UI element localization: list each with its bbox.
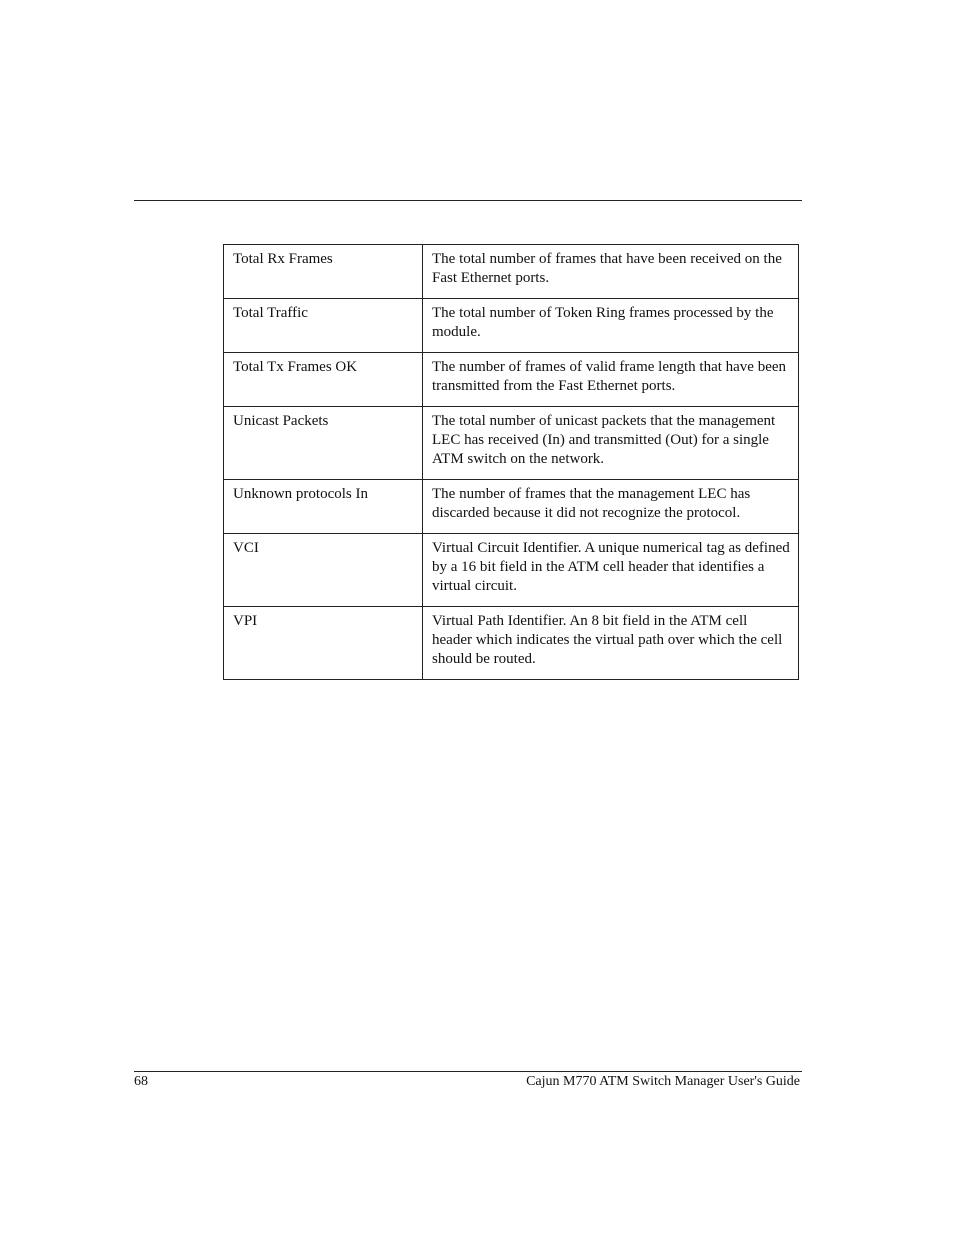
term-cell: Unknown protocols In: [224, 480, 423, 534]
footer-rule: [134, 1071, 802, 1072]
table-row: [224, 480, 799, 534]
term-cell: VCI: [224, 534, 423, 607]
book-title: Cajun M770 ATM Switch Manager User's Guide: [526, 1074, 800, 1089]
table-row: [224, 534, 799, 607]
term-cell: Total Traffic: [224, 299, 423, 353]
term-cell: Unicast Packets: [224, 407, 423, 480]
glossary-table: [223, 244, 799, 680]
page-number: 68: [134, 1074, 148, 1089]
definition-cell: The total number of Token Ring frames processed by the module.: [423, 299, 799, 353]
definition-cell: The total number of frames that have been received on the Fast Ethernet ports.: [423, 245, 799, 299]
definition-cell: The number of frames of valid frame length that have been transmitted from the Fast Ethernet ports.: [423, 353, 799, 407]
definition-cell: The number of frames that the management LEC has discarded because it did not recognize the protocol.: [423, 480, 799, 534]
header-rule: [134, 200, 802, 201]
term-cell: Total Rx Frames: [224, 245, 423, 299]
table-row: [224, 299, 799, 353]
table-row: [224, 353, 799, 407]
definition-cell: Virtual Circuit Identifier. A unique numerical tag as defined by a 16 bit field in the ATM cell header that identifies a virtual circuit.: [423, 534, 799, 607]
definition-cell: Virtual Path Identifier. An 8 bit field in the ATM cell header which indicates the virtual path over which the cell should be routed.: [423, 607, 799, 680]
term-cell: Total Tx Frames OK: [224, 353, 423, 407]
definition-cell: The total number of unicast packets that the management LEC has received (In) and transmitted (Out) for a single ATM switch on the network.: [423, 407, 799, 480]
table-row: [224, 245, 799, 299]
term-cell: VPI: [224, 607, 423, 680]
table-row: [224, 407, 799, 480]
table-row: [224, 607, 799, 680]
